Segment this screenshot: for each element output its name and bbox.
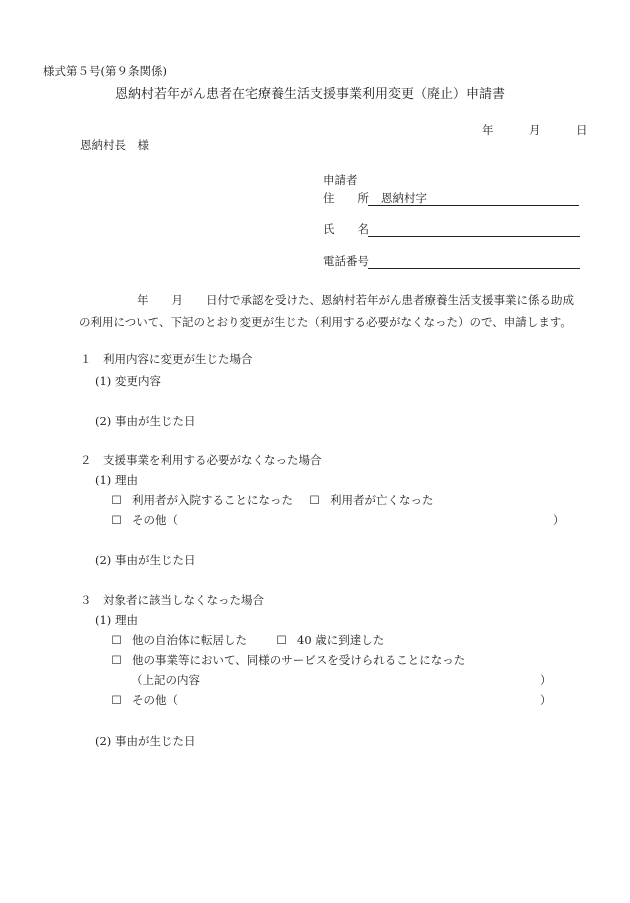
section-3-item-1: (1) 理由 (95, 613, 138, 627)
name-underline (368, 236, 580, 237)
form-number: 様式第５号(第９条関係) (43, 64, 167, 78)
section-3-item-2: (2) 事由が生じた日 (95, 734, 196, 748)
section-2-heading: ２ 支援事業を利用する必要がなくなった場合 (80, 453, 322, 467)
checkbox-icon: ☐ (111, 693, 122, 707)
address-value: 恩納村字 (381, 191, 427, 205)
checkbox-icon: ☐ (111, 633, 122, 647)
date-month: 月 (529, 123, 541, 137)
address-underline (368, 205, 579, 206)
section-2-item-2: (2) 事由が生じた日 (95, 553, 196, 567)
checkbox-deceased-label: 利用者が亡くなった (330, 493, 434, 507)
name-label: 氏 名 (323, 222, 369, 236)
section-1-heading: １ 利用内容に変更が生じた場合 (80, 352, 253, 366)
intro-line-1: 年 月 日付で承認を受けた、恩納村若年がん患者療養生活支援事業に係る助成 (137, 293, 574, 307)
checkbox-age40-label: 40 歳に到達した (297, 633, 385, 647)
checkbox-other-2[interactable] (111, 515, 178, 527)
checkbox-icon: ☐ (111, 653, 122, 667)
checkbox-icon: ☐ (111, 513, 122, 527)
section-1-item-2: (2) 事由が生じた日 (95, 414, 196, 428)
checkbox-other-3[interactable] (111, 695, 178, 707)
page-title: 恩納村若年がん患者在宅療養生活支援事業利用変更（廃止）申請書 (115, 87, 506, 102)
checkbox-other-3-label: その他（ (132, 693, 178, 707)
checkbox-hospital-label: 利用者が入院することになった (132, 493, 293, 507)
addressee: 恩納村長 様 (80, 138, 149, 152)
close-paren: ） (553, 513, 565, 527)
checkbox-same-service[interactable] (111, 655, 465, 667)
date-day: 日 (576, 123, 588, 137)
checkbox-icon: ☐ (111, 493, 122, 507)
checkbox-deceased[interactable] (309, 495, 434, 507)
close-paren: ） (540, 693, 552, 707)
checkbox-moved[interactable] (111, 635, 247, 647)
checkbox-icon: ☐ (309, 493, 320, 507)
checkbox-icon: ☐ (276, 633, 287, 647)
phone-label: 電話番号 (323, 254, 369, 268)
checkbox-age40[interactable] (276, 635, 384, 647)
checkbox-other-2-label: その他（ (132, 513, 178, 527)
date-year: 年 (482, 123, 494, 137)
close-paren: ） (540, 673, 552, 687)
intro-line-2: の利用について、下記のとおり変更が生じた（利用する必要がなくなった）ので、申請します。 (79, 315, 572, 329)
checkbox-same-service-label: 他の事業等において、同様のサービスを受けられることになった (132, 653, 466, 667)
address-label: 住 所 (323, 191, 369, 205)
section-2-item-1: (1) 理由 (95, 473, 138, 487)
above-content-label: （上記の内容 (131, 673, 200, 687)
section-1-item-1: (1) 変更内容 (95, 374, 161, 388)
section-3-heading: ３ 対象者に該当しなくなった場合 (80, 593, 264, 607)
checkbox-hospital[interactable] (111, 495, 293, 507)
phone-underline (368, 268, 580, 269)
applicant-heading: 申請者 (323, 173, 358, 187)
checkbox-moved-label: 他の自治体に転居した (132, 633, 247, 647)
